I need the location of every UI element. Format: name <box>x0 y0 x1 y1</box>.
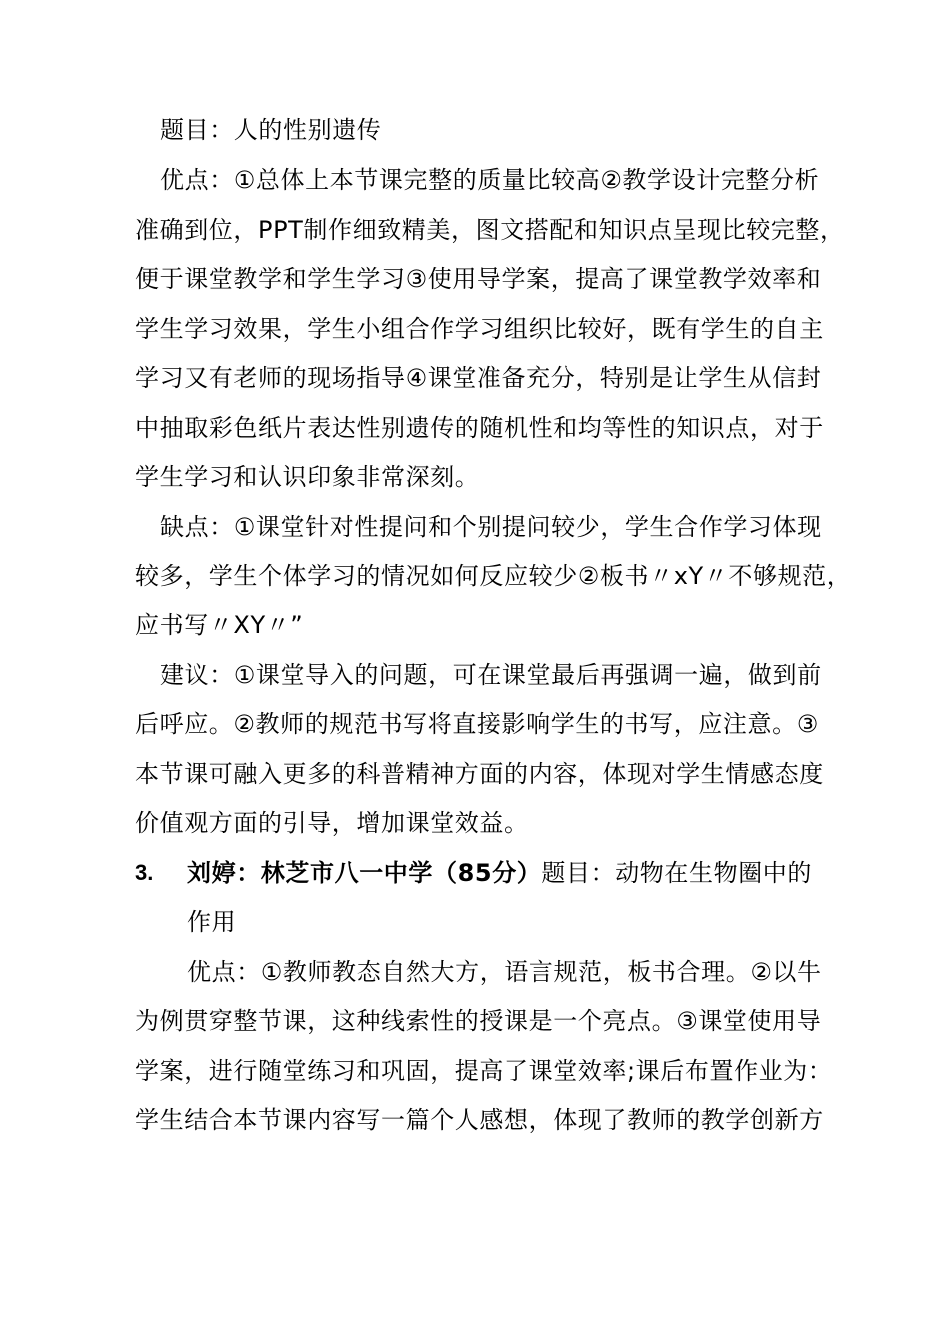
text-line: 学生学习和认识印象非常深刻。 <box>135 463 480 491</box>
text-line: 学习又有老师的现场指导④课堂准备充分，特别是让学生从信封 <box>135 364 822 392</box>
list-item-heading <box>187 858 812 888</box>
text-line: 便于课堂教学和学生学习③使用导学案，提高了课堂教学效率和 <box>135 265 822 293</box>
item-topic: 题目：动物在生物圈中的 <box>541 859 813 887</box>
text-line: 价值观方面的引导，增加课堂效益。 <box>135 809 529 837</box>
text-line: 后呼应。②教师的规范书写将直接影响学生的书写，应注意。③ <box>135 710 819 738</box>
text-line: 为例贯穿整节课，这种线索性的授课是一个亮点。③课堂使用导 <box>135 1007 822 1035</box>
weaknesses-line: 缺点：①课堂针对性提问和个别提问较少，学生合作学习体现 <box>160 513 822 541</box>
list-number: 3. <box>135 860 154 885</box>
strengths-line: 优点：①总体上本节课完整的质量比较高②教学设计完整分析 <box>160 166 820 194</box>
text-line: 较多，学生个体学习的情况如何反应较少②板书〃xY〃不够规范， <box>135 562 852 590</box>
teacher-school-score: 刘婷：林芝市八一中学（85分） <box>187 859 542 887</box>
text-line: 学生学习效果，学生小组合作学习组织比较好，既有学生的自主 <box>135 315 824 343</box>
text-line: 学案，进行随堂练习和巩固，提高了课堂效率;课后布置作业为： <box>135 1057 833 1085</box>
topic-line: 题目：人的性别遗传 <box>160 116 382 144</box>
text-line: 中抽取彩色纸片表达性别遗传的随机性和均等性的知识点，对于 <box>135 414 824 442</box>
suggestions-line: 建议：①课堂导入的问题，可在课堂最后再强调一遍，做到前 <box>160 661 822 689</box>
text-line: 本节课可融入更多的科普精神方面的内容，体现对学生情感态度 <box>135 760 824 788</box>
text-line: 准确到位，PPT制作细致精美，图文搭配和知识点呈现比较完整， <box>135 216 845 244</box>
strengths-line: 优点：①教师教态自然大方，语言规范，板书合理。②以牛 <box>187 958 822 986</box>
item-topic-continuation: 作用 <box>187 908 237 936</box>
text-line: 应书写〃XY〃” <box>135 611 304 639</box>
text-line: 学生结合本节课内容写一篇个人感想，体现了教师的教学创新方 <box>135 1106 824 1134</box>
